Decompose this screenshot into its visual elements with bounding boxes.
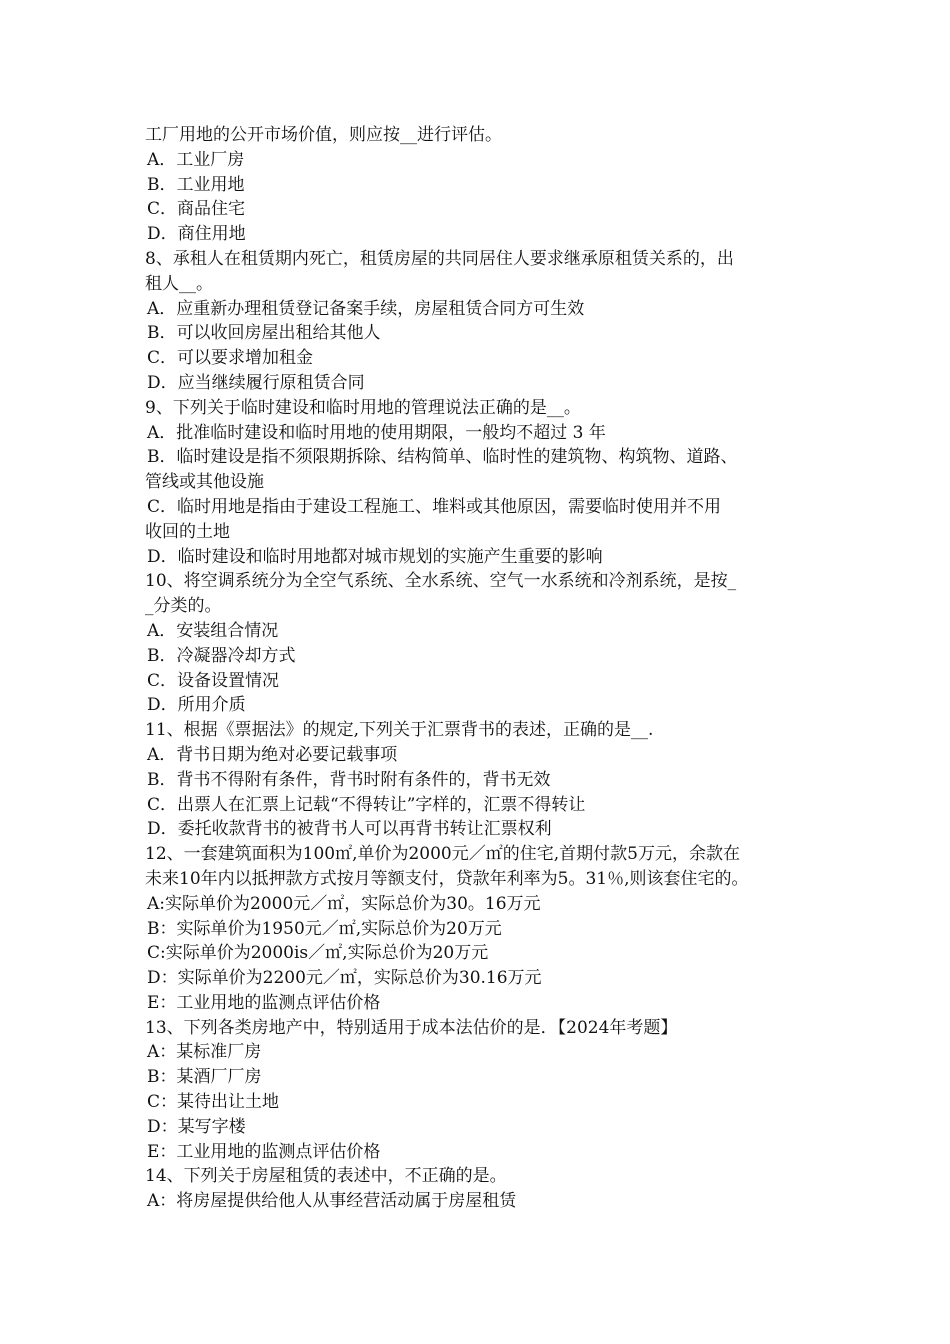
- answer-option-line: C．设备设置情况: [147, 670, 280, 691]
- question-text-line: 13、下列各类房地产中，特别适用于成本法估价的是．【2024年考题】: [145, 1017, 678, 1038]
- answer-option-line: C：某待出让土地: [147, 1092, 280, 1113]
- answer-option-line: A：某标准厂房: [147, 1042, 262, 1063]
- answer-option-line: B．可以收回房屋出租给其他人: [147, 323, 381, 344]
- question-text-line: 工厂用地的公开市场价值，则应按__进行评估。: [145, 125, 502, 145]
- answer-option-line: B．背书不得附有条件，背书时附有条件的，背书无效: [147, 769, 551, 790]
- answer-option-line: A:实际单价为2000元／㎡，实际总价为30。16万元: [147, 893, 541, 914]
- question-text-line: 9、下列关于临时建设和临时用地的管理说法正确的是__。: [145, 397, 581, 418]
- answer-option-line: E：工业用地的监测点评估价格: [147, 992, 381, 1013]
- document-page: [145, 123, 825, 1214]
- answer-option-line: C．出票人在汇票上记载“不得转让”字样的，汇票不得转让: [147, 794, 586, 815]
- answer-option-line: A．批准临时建设和临时用地的使用期限，一般均不超过 3 年: [147, 422, 606, 443]
- answer-option-line: C:实际单价为2000is／㎡,实际总价为20万元: [147, 943, 489, 964]
- answer-option-line: A：将房屋提供给他人从事经营活动属于房屋租赁: [147, 1191, 517, 1212]
- question-text-line: 12、一套建筑面积为100㎡,单价为2000元／㎡的住宅,首期付款5万元，余款在: [145, 844, 740, 865]
- answer-option-line: C．商品住宅: [147, 199, 246, 220]
- answer-option-line: B：某酒厂厂房: [147, 1067, 262, 1088]
- answer-option-line: D．应当继续履行原租赁合同: [147, 372, 365, 393]
- question-text-line: 10、将空调系统分为全空气系统、全水系统、空气一水系统和冷剂系统，是按_: [145, 571, 737, 592]
- question-text-line: 8、承租人在租赁期内死亡，租赁房屋的共同居住人要求继承原租赁关系的，出: [145, 248, 734, 269]
- answer-option-line: A．安装组合情况: [147, 620, 279, 641]
- question-text-line: 未来10年内以抵押款方式按月等额支付，贷款年利率为5。31％,则该套住宅的。: [145, 868, 749, 889]
- answer-option-line: D．所用介质: [147, 695, 246, 716]
- answer-option-line: A．背书日期为绝对必要记载事项: [147, 744, 398, 765]
- answer-option-line: B．冷凝器冷却方式: [147, 645, 296, 666]
- answer-option-line: D．商住用地: [147, 224, 246, 245]
- answer-option-line: D：某写字楼: [147, 1116, 246, 1137]
- answer-option-line: A．应重新办理租赁登记备案手续，房屋租赁合同方可生效: [147, 298, 585, 319]
- answer-option-line: B．临时建设是指不须限期拆除、结构简单、临时性的建筑物、构筑物、道路、: [147, 447, 738, 468]
- question-text-line: 11、根据《票据法》的规定,下列关于汇票背书的表述，正确的是__.: [145, 720, 654, 741]
- answer-option-line: D．临时建设和临时用地都对城市规划的实施产生重要的影响: [147, 546, 603, 567]
- answer-option-line: B．工业用地: [147, 174, 245, 195]
- answer-option-line: D．委托收款背书的被背书人可以再背书转让汇票权利: [147, 819, 552, 840]
- answer-option-line: B：实际单价为1950元／㎡,实际总价为20万元: [147, 918, 502, 939]
- answer-option-line: C．可以要求增加租金: [147, 348, 314, 369]
- question-text-line: _分类的。: [145, 596, 222, 617]
- answer-option-line: D：实际单价为2200元／㎡，实际总价为30.16万元: [147, 968, 542, 989]
- question-text-line: 14、下列关于房屋租赁的表述中，不正确的是。: [145, 1166, 507, 1187]
- question-text-line: 租人__。: [145, 273, 213, 294]
- answer-option-line: A．工业厂房: [147, 149, 245, 170]
- question-text-line: 收回的土地: [145, 521, 230, 542]
- question-text-line: 管线或其他设施: [145, 472, 264, 493]
- answer-option-line: E：工业用地的监测点评估价格: [147, 1141, 381, 1162]
- answer-option-line: C．临时用地是指由于建设工程施工、堆料或其他原因，需要临时使用并不用: [147, 496, 722, 517]
